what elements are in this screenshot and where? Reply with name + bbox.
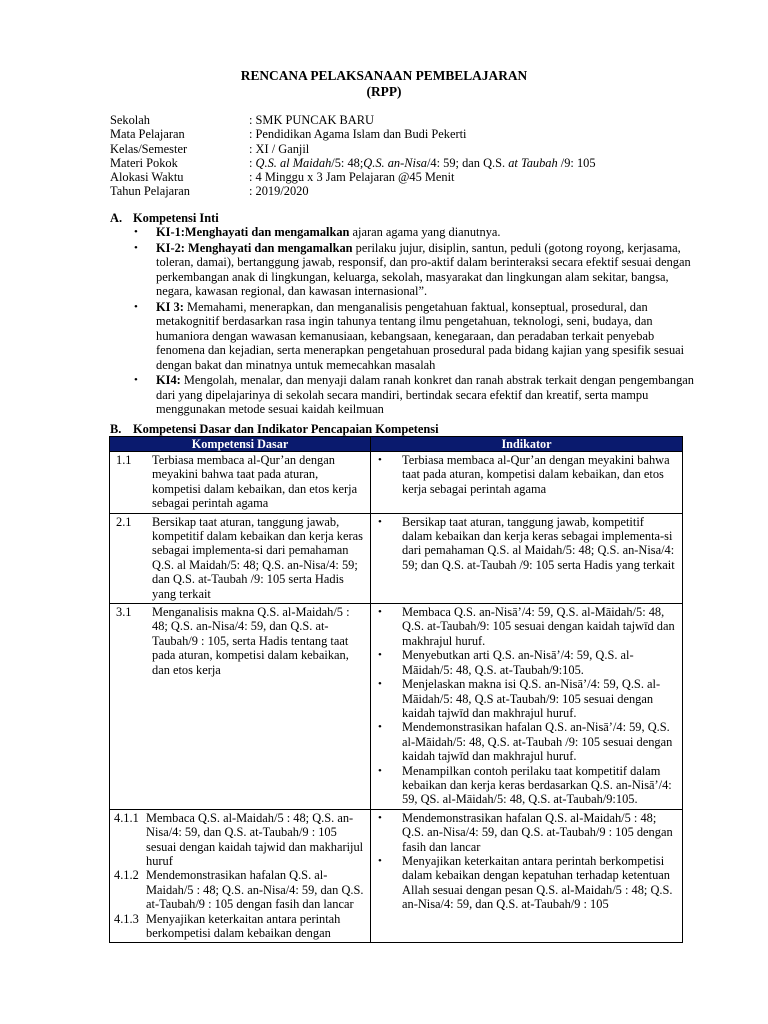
info-label: Alokasi Waktu (110, 170, 184, 185)
table-row (110, 604, 683, 810)
bullet-icon: • (378, 854, 382, 867)
list-item (375, 515, 676, 573)
materi-part: /5: 48; (331, 155, 364, 170)
info-row-mata-pelajaran (110, 127, 670, 141)
info-row-tahun-pelajaran (110, 184, 670, 198)
kd-entry (110, 514, 370, 603)
info-label: Kelas/Semester (110, 141, 188, 156)
info-value: : SMK PUNCAK BARU (249, 113, 374, 127)
document-subtitle: (RPP) (366, 84, 402, 99)
info-value: : 2019/2020 (249, 184, 309, 199)
column-header-indikator: Indikator (371, 437, 683, 452)
list-item (375, 854, 676, 912)
table-row (110, 809, 683, 943)
indikator-list (371, 810, 682, 914)
bullet-icon: • (134, 374, 138, 386)
kd-number: 4.1.3 (114, 911, 139, 926)
ki-text (156, 241, 694, 299)
column-header-kd: Kompetensi Dasar (110, 437, 371, 452)
kd-text: Bersikap taat aturan, tanggung jawab, kompetitif dalam kebaikan dan kerja keras sebagai implementa-si dari pemahaman Q.S. al Maidah/5: 48; Q.S. an-Nisa/4: 59; dan Q.S. at-Taubah /9: 105 serta Hadis yang terkait (152, 514, 363, 601)
kd-number: 4.1.2 (114, 868, 139, 883)
ki-text (156, 225, 694, 240)
kd-sub-item (110, 868, 366, 911)
bullet-icon: • (378, 606, 382, 619)
ki-label: KI-2: Menghayati dan mengamalkan (156, 240, 353, 255)
kd-entry (110, 604, 370, 679)
section-b-heading (110, 422, 439, 437)
list-item (375, 764, 676, 807)
kd-number: 3.1 (116, 605, 132, 620)
kd-indikator-table (109, 436, 683, 943)
kd-sub-item (110, 912, 366, 941)
info-value: : Pendidikan Agama Islam dan Budi Pekerti (249, 127, 467, 142)
indikator-text: Mendemonstrasikan hafalan Q.S. an-Nisā’/4: 59, Q.S. al-Māidah/5: 48, Q.S. at-Taubah /9: 105 sesuai dengan kaidah tajwīd dan makhrajul huruf. (402, 720, 673, 764)
info-value: : XI / Ganjil (249, 141, 310, 156)
table-row (110, 452, 683, 514)
ki-body: perilaku jujur, disiplin, santun, peduli (gotong royong, kerjasama, toleran, damai), bertanggung jawab, responsif, dan pro-aktif dalam berinteraksi secara efektif sesuai dengan perkembangan anak di lingkungan, keluarga, sekolah, masyarakat dan lingkungan alam sekitar, bangsa, negara, kawasan regional, dan kawasan internasional”. (156, 240, 691, 298)
indikator-text: Menyajikan keterkaitan antara perintah berkompetisi dalam kebaikan dengan kepatuhan terhadap ketentuan Allah sesuai dengan pesan Q.S. al-Maidah/5 : 48; Q.S. an-Nisa/4: 59, dan Q.S. at-Taubah/9 : 105 (402, 853, 673, 912)
info-row-materi-pokok (110, 156, 670, 170)
kd-number: 1.1 (116, 453, 132, 467)
bullet-icon: • (378, 721, 382, 734)
indikator-cell (371, 604, 683, 810)
list-item (375, 453, 676, 496)
bullet-icon: • (134, 241, 138, 254)
indikator-text: Menampilkan contoh perilaku taat kompetitif dalam kebaikan dan kerja keras berdasarkan Q.S. an-Nisā’/4: 59, QS. al-Māidah/5: 48, Q.S. at-Taubah/9:105. (402, 763, 672, 807)
materi-part: /4: 59; dan Q.S. (426, 155, 509, 170)
info-label: Tahun Pelajaran (110, 184, 190, 199)
list-item (134, 225, 694, 240)
indikator-list (371, 514, 682, 575)
info-row-sekolah (110, 113, 670, 127)
info-label: Sekolah (110, 113, 150, 127)
materi-part: Q.S. an-Nisa (363, 155, 427, 170)
indikator-text: Menyebutkan arti Q.S. an-Nisā’/4: 59, Q.S. al-Māidah/5: 48, Q.S. at-Taubah/9:105. (402, 648, 634, 677)
section-a-heading (110, 211, 219, 226)
info-value-materi (249, 156, 670, 170)
list-item (134, 300, 694, 373)
kd-text: Mendemonstrasikan hafalan Q.S. al-Maidah/5 : 48; Q.S. an-Nisa/4: 59, dan Q.S. at-Taubah/9 : 105 dengan fasih dan lancar (146, 868, 364, 912)
list-item (375, 677, 676, 720)
indikator-cell (371, 809, 683, 943)
list-item (375, 811, 676, 854)
info-row-kelas-semester (110, 142, 670, 156)
indikator-text: Bersikap taat aturan, tanggung jawab, kompetitif dalam kebaikan dan kerja keras sebagai implementa-si dari pemahaman Q.S. al Maidah/5: 48; Q.S. an-Nisa/4: 59; dan Q.S. at-Taubah /9: 105 serta Hadis yang terkait (402, 514, 675, 572)
list-item (375, 648, 676, 677)
bullet-icon: • (134, 300, 138, 313)
materi-part: : (249, 155, 256, 170)
bullet-icon: • (378, 515, 382, 528)
materi-part: at Taubah (508, 155, 558, 170)
table-header-row (110, 437, 683, 452)
indikator-list (371, 452, 682, 498)
kd-entry (110, 452, 370, 513)
ki-label: KI4: (156, 373, 181, 387)
info-value: : 4 Minggu x 3 Jam Pelajaran @45 Menit (249, 170, 455, 185)
materi-part: Q.S. al Maidah (255, 155, 332, 170)
ki-text (156, 373, 694, 417)
kd-text: Menganalisis makna Q.S. al-Maidah/5 : 48; Q.S. an-Nisa/4: 59, dan Q.S. at-Taubah/9 : 105, serta Hadis tentang taat pada aturan, kompetisi dalam kebaikan, dan etos kerja (152, 605, 350, 677)
info-label: Materi Pokok (110, 155, 178, 170)
indikator-text: Terbiasa membaca al-Qur’an dengan meyakini bahwa taat pada aturan, kompetisi dalam kebaikan, dan etos kerja sebagai perintah agama (402, 453, 670, 496)
bullet-icon: • (378, 649, 382, 662)
bullet-icon: • (378, 454, 382, 466)
bullet-icon: • (134, 226, 138, 238)
document-title: RENCANA PELAKSANAAN PEMBELAJARAN (240, 68, 528, 83)
kd-sub-list (110, 810, 370, 943)
list-item (375, 720, 676, 763)
materi-part: /9: 105 (557, 155, 596, 170)
indikator-cell (371, 513, 683, 603)
indikator-text: Mendemonstrasikan hafalan Q.S. al-Maidah/5 : 48; Q.S. an-Nisa/4: 59, dan Q.S. at-Taubah/9 : 105 dengan fasih dan lancar (402, 810, 673, 854)
list-item (375, 605, 676, 648)
kompetensi-inti-list (134, 225, 694, 418)
bullet-icon: • (378, 764, 382, 777)
kd-text: Menyajikan keterkaitan antara perintah berkompetisi dalam kebaikan dengan (146, 911, 341, 940)
kd-cell (110, 809, 371, 943)
identity-block (110, 113, 670, 199)
bullet-icon: • (378, 811, 382, 824)
section-title: Kompetensi Dasar dan Indikator Pencapaian Kompetensi (133, 422, 439, 436)
indikator-list (371, 604, 682, 809)
bullet-icon: • (378, 678, 382, 691)
ki-body: Memahami, menerapkan, dan menganalisis pengetahuan faktual, konseptual, prosedural, dan metakognitif berdasarkan rasa ingin tahunya tentang ilmu pengetahuan, teknologi, seni, budaya, dan humaniora dengan wawasan kemanusiaan, kebangsaan, kenegaraan, dan peradaban terkait penyebab fenomena dan kejadian, serta menerapkan pengetahuan prosedural pada bidang kajian yang spesifik sesuai dengan bakat dan minatnya untuk memecahkan masalah (156, 299, 685, 372)
ki-text (156, 300, 694, 373)
kd-number: 4.1.1 (114, 810, 139, 825)
section-number: B. (110, 422, 122, 436)
info-label: Mata Pelajaran (110, 127, 185, 142)
ki-body: ajaran agama yang dianutnya. (349, 225, 501, 239)
ki-body: Mengolah, menalar, dan menyaji dalam ranah konkret dan ranah abstrak terkait dengan pengembangan dari yang dipelajarinya di sekolah secara mandiri, bertindak secara efektif dan kreatif, serta mampu menggunakan metode sesuai kaidah keilmuan (156, 373, 694, 416)
list-item (134, 241, 694, 299)
ki-label: KI-1:Menghayati dan mengamalkan (156, 225, 350, 239)
kd-cell (110, 513, 371, 603)
list-item (134, 373, 694, 417)
kd-sub-item (110, 811, 366, 869)
section-title: Kompetensi Inti (133, 211, 219, 225)
indikator-cell (371, 452, 683, 514)
indikator-text: Membaca Q.S. an-Nisā’/4: 59, Q.S. al-Māidah/5: 48, Q.S. at-Taubah/9: 105 sesuai dengan kaidah tajwīd dan makhrajul huruf. (402, 605, 675, 648)
indikator-text: Menjelaskan makna isi Q.S. an-Nisā’/4: 59, Q.S. al-Māidah/5: 48, Q.S at-Taubah/9: 105 sesuai dengan kaidah tajwīd dan makhrajul huruf. (402, 677, 661, 720)
kd-text: Terbiasa membaca al-Qur’an dengan meyakini bahwa taat pada aturan, kompetisi dalam kebaikan, dan etos kerja sebagai perintah agama (152, 453, 358, 511)
kd-cell (110, 604, 371, 810)
kd-text: Membaca Q.S. al-Maidah/5 : 48; Q.S. an-Nisa/4: 59, dan Q.S. at-Taubah/9 : 105 sesuai dengan kaidah tajwid dan makharijul huruf (146, 810, 364, 868)
kd-number: 2.1 (116, 514, 132, 529)
info-row-alokasi-waktu (110, 170, 670, 184)
kd-cell (110, 452, 371, 514)
section-number: A. (110, 211, 123, 225)
table-row (110, 513, 683, 603)
ki-label: KI 3: (156, 299, 184, 314)
